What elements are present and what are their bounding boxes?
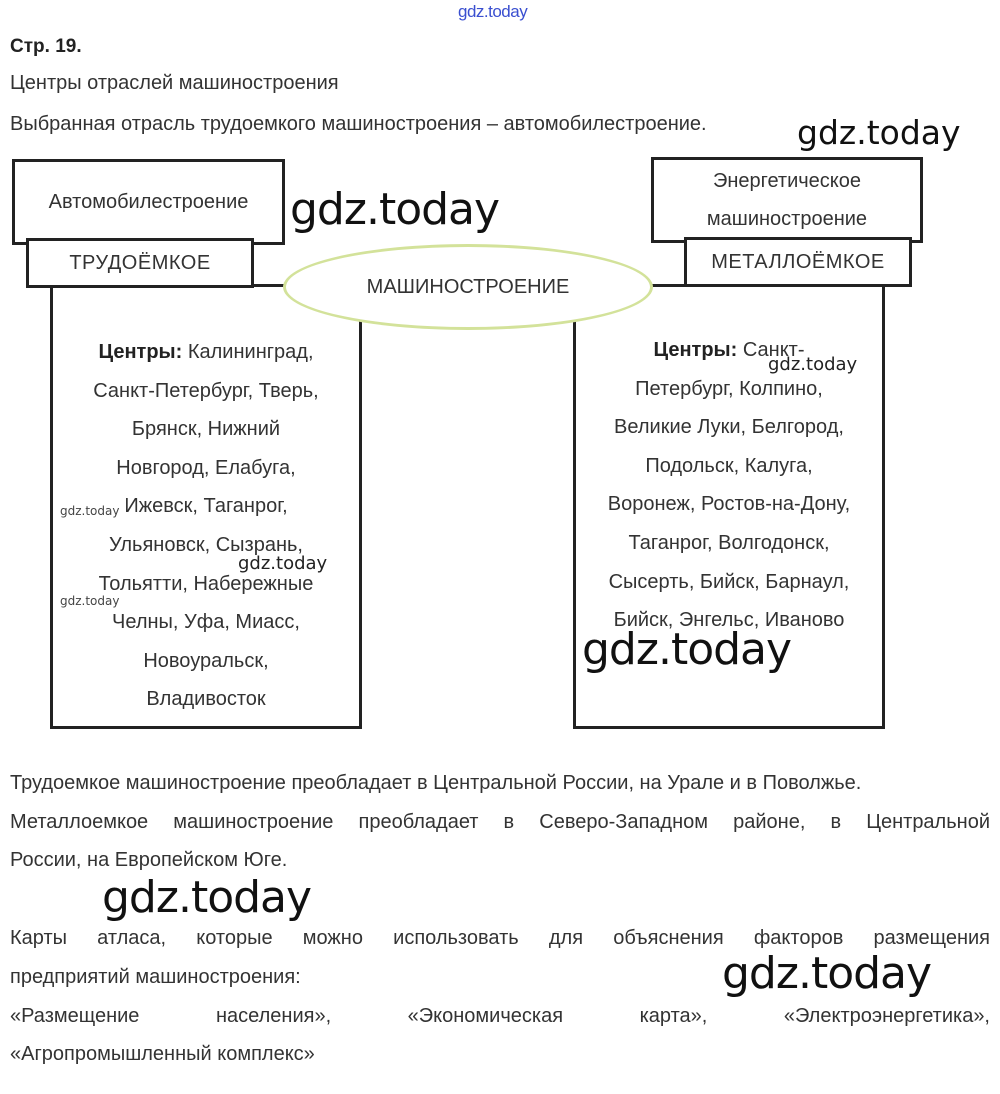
right-centers-line: Воронеж, Ростов-на-Дону,	[607, 493, 851, 516]
left-centers-label: Центры:	[98, 341, 183, 363]
watermark: gdz.today	[102, 872, 312, 923]
left-centers-list	[53, 333, 359, 719]
labor-intensive-paragraph: Трудоемкое машиностроение преобладает в Центральной России, на Урале и в Поволжье.	[10, 772, 862, 794]
left-type-label: ТРУДОЁМКОЕ	[69, 251, 211, 274]
watermark: gdz.today	[290, 184, 500, 235]
atlas-maps-line-2: предприятий машиностроения:	[10, 966, 301, 988]
left-branch-box	[12, 159, 285, 245]
left-centers-line: Владивосток	[146, 688, 266, 711]
right-centers-line: Великие Луки, Белгород,	[614, 416, 844, 439]
left-centers-line: Брянск, Нижний	[131, 418, 281, 441]
watermark: gdz.today	[60, 594, 120, 608]
left-centers-line: Санкт-Петербург, Тверь,	[93, 379, 319, 402]
atlas-maps-line-4: «Агропромышленный комплекс»	[10, 1043, 315, 1065]
watermark: gdz.today	[722, 948, 932, 999]
left-centers-line: Новгород, Елабуга,	[116, 456, 296, 479]
left-centers-line: Калининград,	[187, 341, 314, 363]
watermark: gdz.today	[238, 553, 328, 574]
watermark: gdz.today	[60, 504, 120, 518]
right-centers-label: Центры:	[653, 339, 738, 361]
watermark: gdz.today	[768, 354, 858, 375]
right-centers-line: Петербург, Колпино,	[635, 377, 823, 400]
atlas-maps-line-3: «Размещение населения», «Экономическая карта», «Электроэнергетика»,	[10, 1005, 990, 1027]
left-centers-line: Ижевск, Таганрог,	[124, 495, 288, 518]
right-centers-line: Сысерть, Бийск, Барнаул,	[608, 570, 850, 593]
left-centers-line: Челны, Уфа, Миасс,	[112, 611, 300, 634]
left-centers-line: Ульяновск, Сызрань,	[109, 533, 303, 556]
metal-intensive-line-2: России, на Европейском Юге.	[10, 849, 288, 871]
right-branch-label-line2: машиностроение	[706, 208, 868, 230]
watermark-top: gdz.today	[458, 2, 528, 21]
left-branch-label: Автомобилестроение	[48, 191, 249, 213]
left-type-box	[26, 238, 254, 288]
watermark: gdz.today	[797, 113, 961, 152]
left-centers-line: Тольятти, Набережные	[98, 572, 314, 595]
right-centers-list	[576, 331, 882, 640]
right-branch-label-line1: Энергетическое	[712, 170, 862, 192]
left-centers-line: Новоуральск,	[143, 649, 269, 672]
center-oval-label: МАШИНОСТРОЕНИЕ	[366, 275, 570, 298]
watermark: gdz.today	[582, 624, 792, 675]
heading: Центры отраслей машиностроения	[10, 72, 339, 94]
page-number: Стр. 19.	[10, 36, 82, 57]
right-centers-line: Санкт-	[742, 339, 805, 361]
metal-intensive-line-1: Металлоемкое машиностроение преобладает в Северо-Западном районе, в Центральной	[10, 811, 990, 833]
right-type-label: МЕТАЛЛОЁМКОЕ	[711, 250, 885, 273]
right-centers-line: Таганрог, Волгодонск,	[628, 531, 830, 554]
chosen-branch-text: Выбранная отрасль трудоемкого машиностроения – автомобилестроение.	[10, 113, 707, 135]
right-type-box	[684, 237, 912, 287]
atlas-maps-line-1: Карты атласа, которые можно использовать для объяснения факторов размещения	[10, 927, 990, 949]
right-centers-line: Подольск, Калуга,	[645, 454, 813, 477]
right-branch-box	[651, 157, 923, 243]
center-oval	[283, 244, 653, 330]
right-centers-line: Бийск, Энгельс, Иваново	[613, 609, 845, 632]
